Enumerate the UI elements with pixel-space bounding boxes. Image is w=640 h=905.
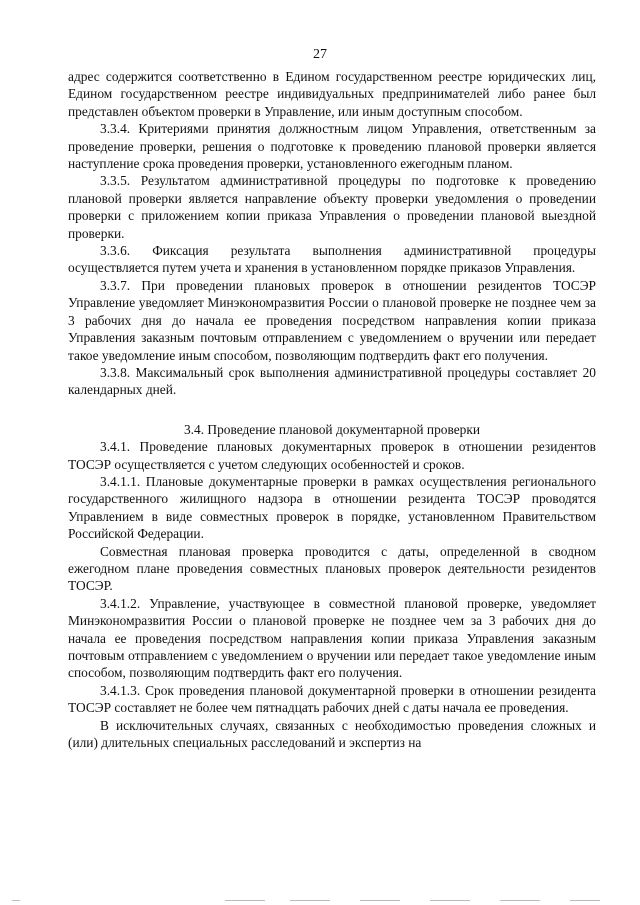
paragraph-continuation: адрес содержится соответственно в Едином государственном реестре юридических лиц, Едином государственном реестре индивидуальных предпринимателей либо ранее был представлен объектом проверки в Управление, или иным доступным способом. [68,69,596,119]
page-number: 27 [313,47,327,62]
paragraph-3-3-6: 3.3.6. Фиксация результата выполнения административной процедуры осуществляется путем учета и хранения в установленном порядке приказов Управления. [68,243,596,276]
paragraph-3-3-4: 3.3.4. Критериями принятия должностным лицом Управления, ответственным за проведение проверки, решения о подготовке к проведению плановой проверки является наступление срока проведения проверки, установленного ежегодным планом. [68,121,596,172]
section-heading: 3.4. Проведение плановой документарной проверки [183,421,481,437]
scan-edge-artifact [0,895,640,905]
paragraph-joint-inspection: Совместная плановая проверка проводится с даты, определенной в сводном ежегодном плане проведения совместных плановых проверок деятельности резидентов ТОСЭР. [68,543,596,594]
paragraph-3-4-1-3: 3.4.1.3. Срок проведения плановой документарной проверки в отношении резидента ТОСЭР составляет не более чем пятнадцать рабочих дней с даты начала ее проведения. [68,682,596,716]
document-body [68,68,596,751]
paragraph-3-4-1-1: 3.4.1.1. Плановые документарные проверки в рамках осуществления регионального государственного жилищного надзора в отношении резидента ТОСЭР проводятся Управлением в виде совместных проверок в порядке, установленном Правительством Российской Федерации. [68,473,596,542]
paragraph-3-3-8: 3.3.8. Максимальный срок выполнения административной процедуры составляет 20 календарных дней. [68,364,596,398]
paragraph-3-3-7: 3.3.7. При проведении плановых проверок в отношении резидентов ТОСЭР Управление уведомляет Минэкономразвития России о плановой проверке не позднее чем за 3 рабочих дня до начала ее проведения посредством направления копии приказа Управления заказным почтовым отправлением с уведомлением о вручении или передает такое уведомление иным способом, позволяющим подтвердить факт его получения. [68,277,596,363]
paragraph-3-4-1-2: 3.4.1.2. Управление, участвующее в совместной плановой проверке, уведомляет Минэкономразвития России о плановой проверке не позднее чем за 3 рабочих дня до начала ее проведения посредством направления копии приказа Управления заказным почтовым отправлением с уведомлением о вручении или передает такое уведомление иным способом, позволяющим подтвердить факт его получения. [68,595,596,681]
paragraph-3-3-5: 3.3.5. Результатом административной процедуры по подготовке к проведению плановой проверки является направление объекту проверки уведомления о проведении проверки с приложением копии приказа Управления о проведении плановой выездной проверки. [68,173,596,241]
paragraph-3-4-1: 3.4.1. Проведение плановых документарных проверок в отношении резидентов ТОСЭР осуществляется с учетом следующих особенностей и сроков. [68,439,596,472]
paragraph-exceptional-cases: В исключительных случаях, связанных с необходимостью проведения сложных и (или) длительных специальных расследований и экспертиз на [68,717,596,751]
